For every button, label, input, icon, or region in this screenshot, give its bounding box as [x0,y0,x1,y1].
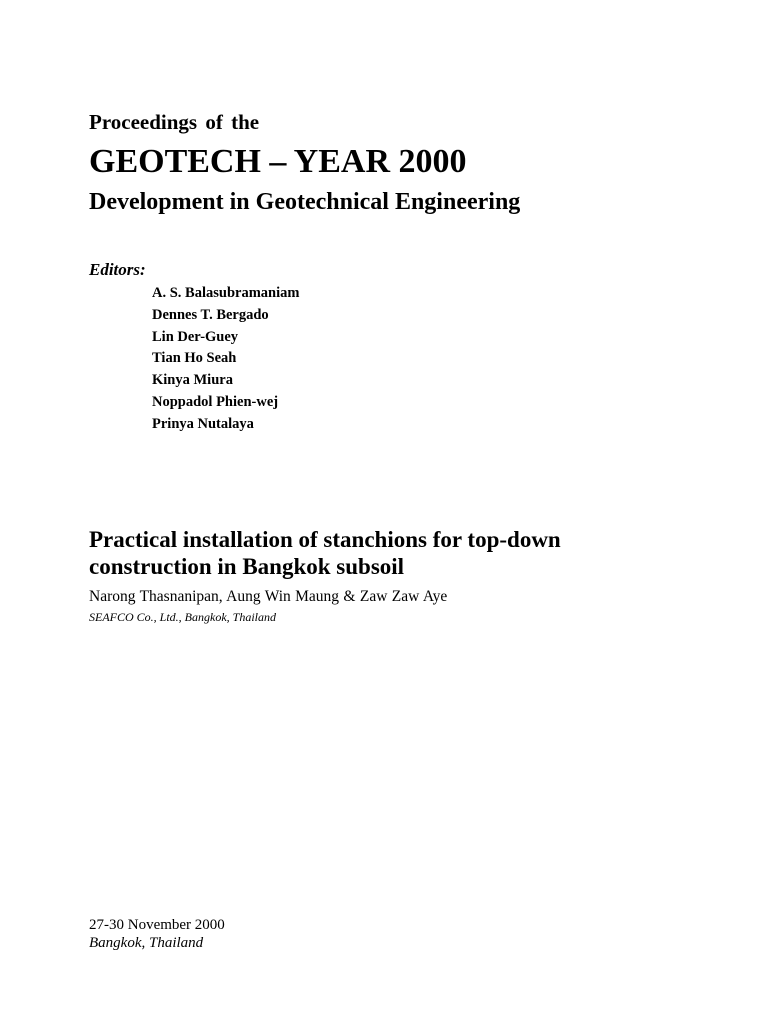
event-location: Bangkok, Thailand [89,935,204,951]
editor-name: Prinya Nutalaya [152,415,254,432]
editor-name: Dennes T. Bergado [152,306,269,323]
conference-title: GEOTECH – YEAR 2000 [89,143,467,180]
editor-name: Kinya Miura [152,372,233,389]
proceedings-label: Proceedings of the [89,110,260,134]
editor-name: Lin Der-Guey [152,328,239,345]
author-affiliation: SEAFCO Co., Ltd., Bangkok, Thailand [89,610,276,624]
paper-authors: Narong Thasnanipan, Aung Win Maung & Zaw Zaw Aye [89,588,448,605]
editor-name: Noppadol Phien-wej [152,393,279,410]
editor-name: Tian Ho Seah [152,350,237,367]
conference-subtitle: Development in Geotechnical Engineering [89,189,521,215]
paper-title-line-1: Practical installation of stanchions for top-down [89,527,561,552]
editor-name: A. S. Balasubramaniam [152,285,300,301]
paper-title-line-2: construction in Bangkok subsoil [89,554,405,579]
editor-list [152,283,299,436]
editors-heading: Editors: [89,260,146,279]
event-date: 27-30 November 2000 [89,917,225,933]
paper-title [89,526,689,580]
